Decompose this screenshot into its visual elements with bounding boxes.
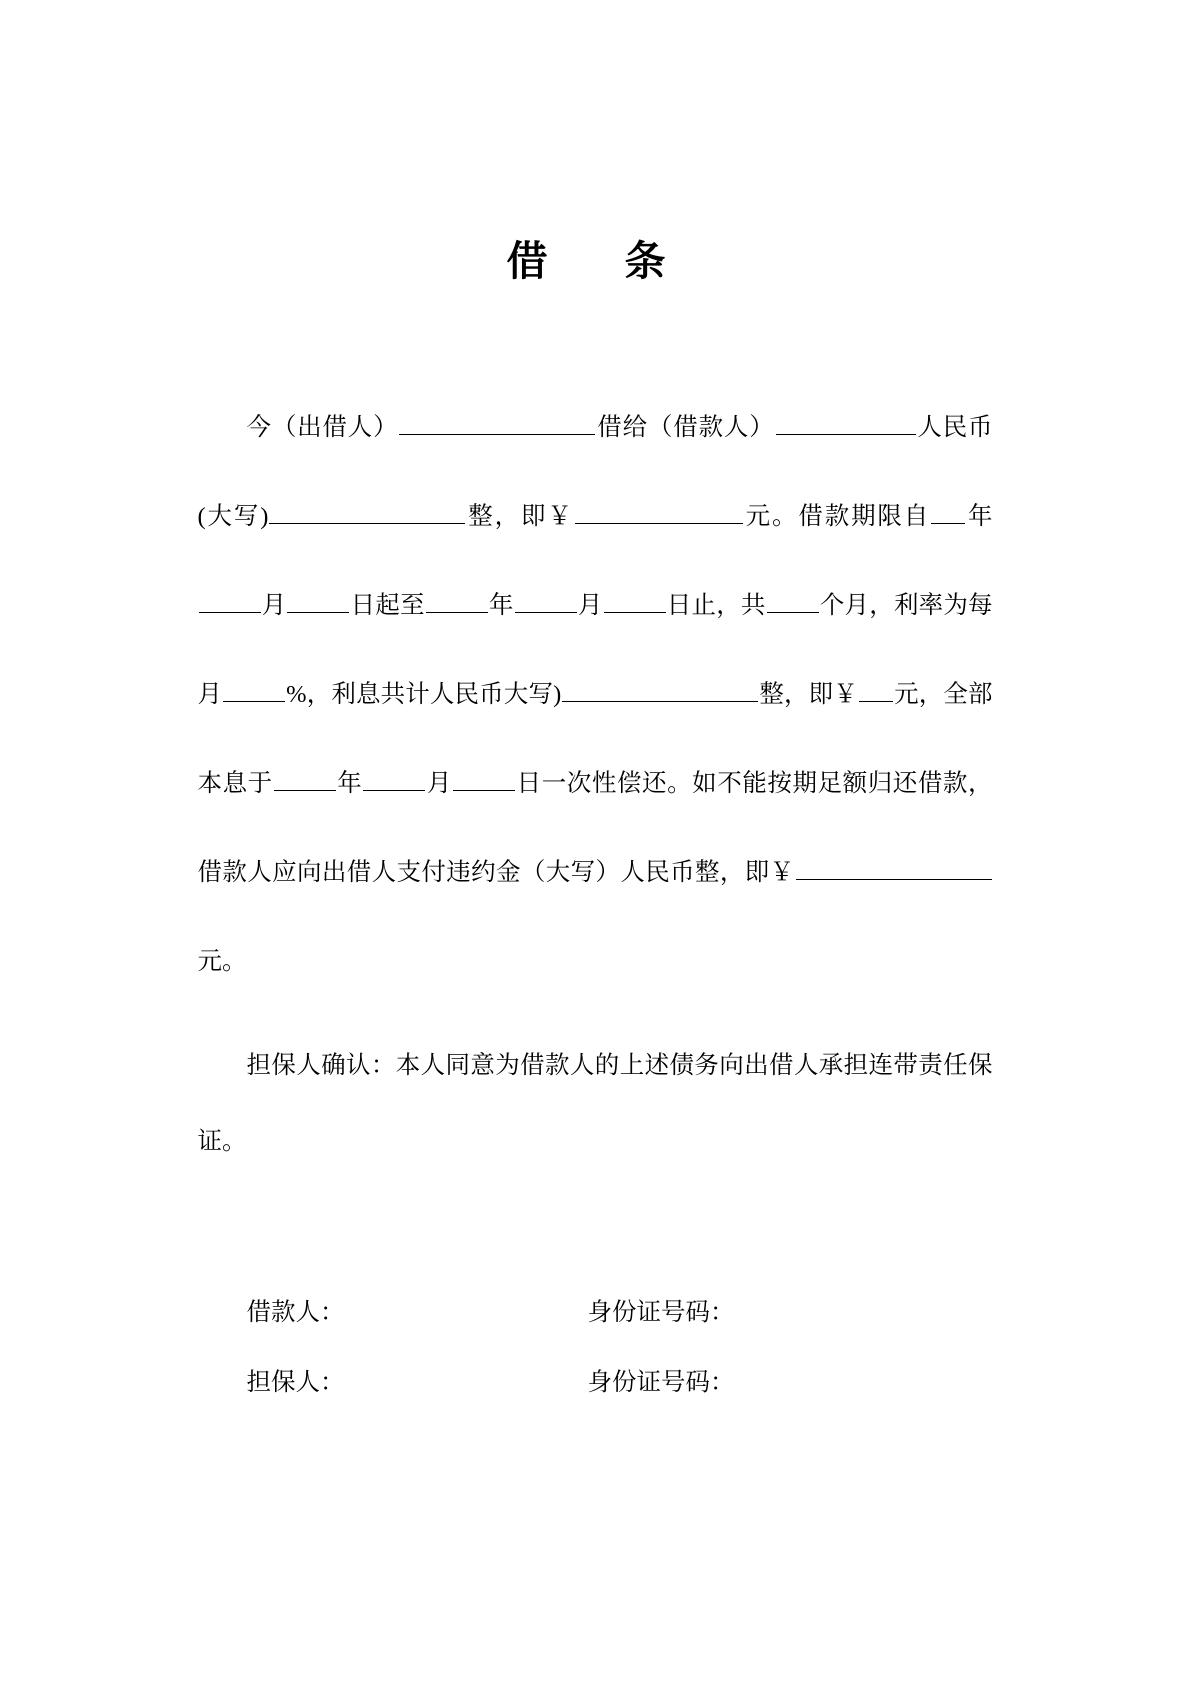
- amount-numeric-blank[interactable]: [575, 498, 743, 524]
- text-segment-penalty-clause: 日一次性偿还。如不能按期足额归还借款，借款人应向出借人支付违约金（大写）人民币整，即￥: [197, 770, 993, 886]
- text-segment-month-3: 月: [426, 770, 453, 797]
- end-day-blank[interactable]: [604, 587, 666, 613]
- signature-row-guarantor: [198, 1348, 993, 1418]
- borrower-id-label: 身份证号码：: [587, 1299, 735, 1326]
- start-month-blank[interactable]: [199, 587, 261, 613]
- text-segment-whole-yuan-2: 整，即￥: [759, 681, 858, 708]
- repay-month-blank[interactable]: [363, 765, 425, 791]
- penalty-numeric-blank[interactable]: [796, 854, 992, 880]
- text-segment-day-to: 日起至: [350, 592, 425, 619]
- text-segment-repay-prefix: 元，全部本息于: [197, 681, 993, 797]
- text-segment-day-end-total: 日止，共: [666, 592, 766, 619]
- monthly-rate-blank[interactable]: [223, 676, 285, 702]
- text-segment-lender-prefix: 今（出借人）: [246, 414, 399, 441]
- text-segment-year-1: 年: [966, 503, 993, 530]
- guarantor-id-label: 身份证号码：: [587, 1369, 735, 1396]
- months-count-blank[interactable]: [767, 587, 819, 613]
- text-segment-percent-interest: %，利息共计人民币大写): [286, 681, 562, 708]
- start-day-blank[interactable]: [287, 587, 349, 613]
- start-year-blank[interactable]: [931, 498, 965, 524]
- lender-name-blank[interactable]: [399, 409, 595, 435]
- interest-numeric-blank[interactable]: [859, 676, 893, 702]
- guarantee-section: [198, 1006, 993, 1180]
- repay-year-blank[interactable]: [274, 765, 336, 791]
- text-segment-term-start: 元。借款期限自: [743, 503, 931, 530]
- text-segment-year-3: 年: [336, 770, 363, 797]
- repay-day-blank[interactable]: [453, 765, 515, 791]
- text-segment-yuan-end: 元。: [197, 948, 247, 975]
- text-segment-whole-yuan: 整，即￥: [466, 503, 574, 530]
- main-paragraph: [198, 383, 993, 1006]
- interest-uppercase-blank[interactable]: [562, 676, 758, 702]
- text-segment-month-1: 月: [261, 592, 287, 619]
- guarantor-signature-label: 担保人：: [246, 1369, 345, 1396]
- text-segment-month-2: 月: [577, 592, 603, 619]
- text-segment-borrower-prefix: 借给（借款人）: [596, 414, 775, 441]
- text-segment-year-2: 年: [488, 592, 514, 619]
- page-title: 借 条: [506, 238, 684, 284]
- signature-section: [198, 1180, 993, 1418]
- borrower-name-blank[interactable]: [776, 409, 916, 435]
- text-segment-rmb-uppercase: 人民币(大写): [197, 414, 993, 530]
- text-segment-months-rate: 个月，利率为每月: [197, 592, 993, 708]
- signature-row-borrower: [198, 1278, 993, 1348]
- end-month-blank[interactable]: [515, 587, 577, 613]
- borrower-signature-label: 借款人：: [246, 1299, 345, 1326]
- end-year-blank[interactable]: [426, 587, 488, 613]
- guarantee-paragraph: 担保人确认：本人同意为借款人的上述债务向出借人承担连带责任保证。: [197, 1052, 993, 1155]
- document-body: [198, 287, 993, 1006]
- amount-uppercase-blank[interactable]: [269, 498, 465, 524]
